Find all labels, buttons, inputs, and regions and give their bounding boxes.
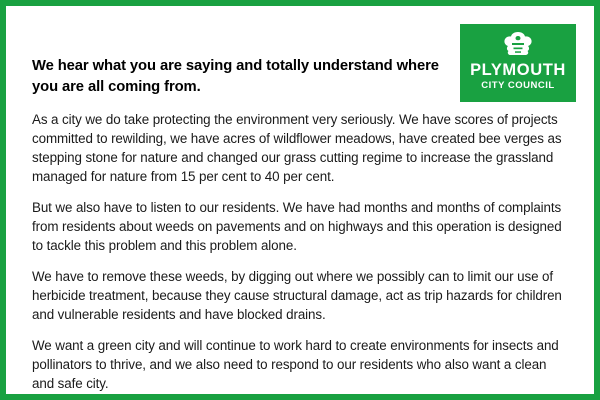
plymouth-city-council-logo (460, 24, 576, 102)
statement-body (32, 110, 572, 393)
statement-paragraph: We have to remove these weeds, by digging out where we possibly can to limit our use of herbicide treatment, because they cause structural damage, act as trip hazards for children and vulnerable residents and have blocked drains. (32, 269, 562, 323)
statement-paragraph: But we also have to listen to our residents. We have had months and months of complaints from residents about weeds on pavements and on highways and this operation is designed to tackle this problem and this problem alone. (32, 200, 562, 254)
logo-name: PLYMOUTH (470, 61, 566, 79)
statement-paragraph: As a city we do take protecting the environment very seriously. We have scores of projects committed to rewilding, we have acres of wildflower meadows, have created bee verges as stepping stone for nature and changed our grass cutting regime to increase the grassland managed for nature from 15 per cent to 40 per cent. (32, 112, 562, 185)
plymouth-crest-icon (500, 30, 536, 60)
logo-subtitle: CITY COUNCIL (481, 80, 555, 92)
page-title: We hear what you are saying and totally understand where you are all coming from. (32, 58, 439, 95)
statement-paragraph: We want a green city and will continue to work hard to create environments for insects and pollinators to thrive, and we also need to respond to our residents who also want a clean and safe city. (32, 338, 559, 392)
